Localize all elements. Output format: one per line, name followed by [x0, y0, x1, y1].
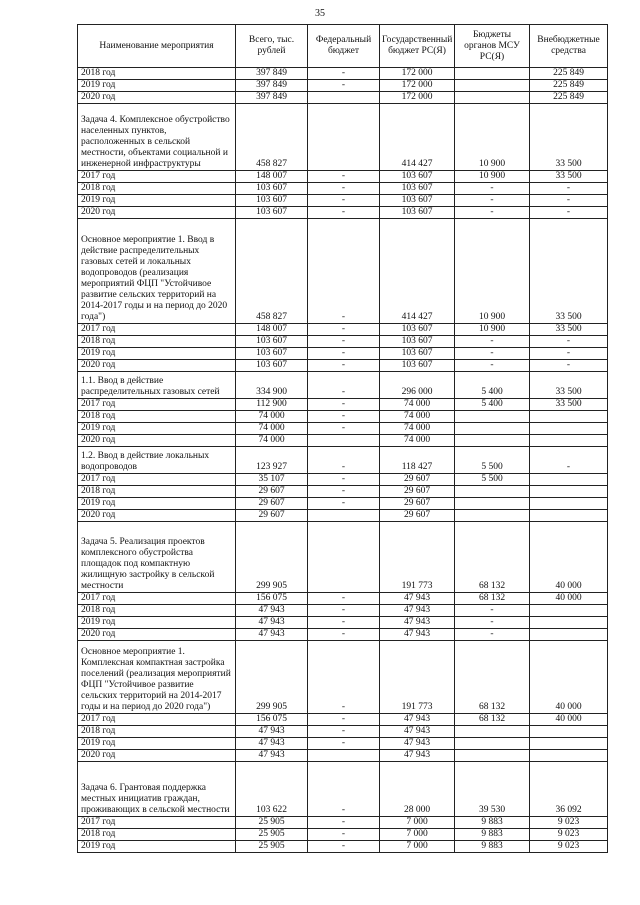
row-federal: -: [308, 841, 380, 853]
table-row: [78, 641, 608, 714]
row-state: 47 943: [380, 629, 455, 641]
row-federal: -: [308, 641, 380, 714]
row-extra: 40 000: [530, 593, 608, 605]
table-row: [78, 617, 608, 629]
row-total: 103 607: [236, 207, 308, 219]
row-total: 156 075: [236, 593, 308, 605]
row-federal: -: [308, 829, 380, 841]
row-state: 7 000: [380, 817, 455, 829]
row-state: 103 607: [380, 360, 455, 372]
row-total: 156 075: [236, 714, 308, 726]
row-extra: 40 000: [530, 714, 608, 726]
table-row: [78, 435, 608, 447]
row-total: 29 607: [236, 510, 308, 522]
table-row: [78, 498, 608, 510]
row-msu: [455, 411, 530, 423]
row-state: 74 000: [380, 423, 455, 435]
header-state: Государственный бюджет РС(Я): [380, 25, 455, 68]
row-federal: -: [308, 360, 380, 372]
row-state: 74 000: [380, 411, 455, 423]
row-total: 103 607: [236, 348, 308, 360]
table-row: [78, 486, 608, 498]
row-state: 29 607: [380, 486, 455, 498]
table-row: [78, 447, 608, 474]
row-extra: 9 023: [530, 841, 608, 853]
row-name: 2020 год: [78, 510, 236, 522]
row-msu: -: [455, 336, 530, 348]
row-msu: -: [455, 629, 530, 641]
row-extra: 225 849: [530, 92, 608, 104]
row-total: 334 900: [236, 372, 308, 399]
row-msu: [455, 423, 530, 435]
row-state: 47 943: [380, 738, 455, 750]
row-name: 2017 год: [78, 399, 236, 411]
row-name: 2020 год: [78, 92, 236, 104]
row-name: 2017 год: [78, 474, 236, 486]
row-name: 2017 год: [78, 171, 236, 183]
row-state: 172 000: [380, 68, 455, 80]
row-federal: -: [308, 336, 380, 348]
row-name: 2018 год: [78, 726, 236, 738]
row-state: 7 000: [380, 841, 455, 853]
table-row: [78, 817, 608, 829]
row-msu: -: [455, 207, 530, 219]
row-state: 29 607: [380, 498, 455, 510]
row-extra: [530, 629, 608, 641]
row-state: 47 943: [380, 593, 455, 605]
row-msu: 9 883: [455, 841, 530, 853]
table-row: [78, 348, 608, 360]
row-total: 397 849: [236, 92, 308, 104]
row-total: 103 607: [236, 195, 308, 207]
row-msu: 5 400: [455, 372, 530, 399]
row-msu: -: [455, 195, 530, 207]
row-extra: [530, 486, 608, 498]
row-total: 74 000: [236, 435, 308, 447]
table-row: [78, 92, 608, 104]
row-name: 2019 год: [78, 80, 236, 92]
row-total: 47 943: [236, 726, 308, 738]
row-name: 2019 год: [78, 841, 236, 853]
page-number: 35: [315, 8, 325, 19]
table-row: [78, 336, 608, 348]
row-state: 103 607: [380, 324, 455, 336]
row-msu: -: [455, 183, 530, 195]
row-total: 35 107: [236, 474, 308, 486]
row-federal: -: [308, 605, 380, 617]
row-msu: 68 132: [455, 714, 530, 726]
row-federal: -: [308, 195, 380, 207]
row-state: 414 427: [380, 104, 455, 171]
row-total: 103 607: [236, 336, 308, 348]
row-federal: -: [308, 423, 380, 435]
row-name: 2020 год: [78, 360, 236, 372]
row-name: Задача 5. Реализация проектов комплексного обустройства площадок под компактную жилищную застройку в сельской местности: [78, 522, 236, 593]
row-state: 414 427: [380, 219, 455, 324]
row-total: 74 000: [236, 423, 308, 435]
row-name: 2018 год: [78, 336, 236, 348]
row-total: 47 943: [236, 617, 308, 629]
row-msu: [455, 435, 530, 447]
row-state: 103 607: [380, 336, 455, 348]
row-name: 2018 год: [78, 486, 236, 498]
row-name: 2018 год: [78, 605, 236, 617]
table-row: [78, 423, 608, 435]
row-total: 397 849: [236, 68, 308, 80]
row-federal: -: [308, 219, 380, 324]
row-extra: 33 500: [530, 372, 608, 399]
row-federal: -: [308, 399, 380, 411]
row-total: 458 827: [236, 104, 308, 171]
table-row: [78, 726, 608, 738]
row-msu: [455, 498, 530, 510]
row-msu: 10 900: [455, 219, 530, 324]
row-name: Задача 6. Грантовая поддержка местных инициатив граждан, проживающих в сельской местности: [78, 762, 236, 817]
row-name: 2017 год: [78, 324, 236, 336]
row-name: 2019 год: [78, 738, 236, 750]
table-row: [78, 411, 608, 423]
header-extra: Внебюджетные средства: [530, 25, 608, 68]
row-federal: -: [308, 629, 380, 641]
row-extra: -: [530, 207, 608, 219]
row-extra: [530, 750, 608, 762]
table-row: [78, 829, 608, 841]
row-msu: -: [455, 348, 530, 360]
row-name: 2019 год: [78, 195, 236, 207]
row-federal: -: [308, 738, 380, 750]
row-name: 1.2. Ввод в действие локальных водопроводов: [78, 447, 236, 474]
row-extra: 33 500: [530, 399, 608, 411]
row-federal: -: [308, 474, 380, 486]
row-total: 29 607: [236, 498, 308, 510]
row-total: 47 943: [236, 605, 308, 617]
row-name: 1.1. Ввод в действие распределительных газовых сетей: [78, 372, 236, 399]
row-extra: [530, 411, 608, 423]
row-msu: 10 900: [455, 324, 530, 336]
row-state: 103 607: [380, 348, 455, 360]
row-federal: -: [308, 762, 380, 817]
row-total: 103 607: [236, 183, 308, 195]
row-total: 47 943: [236, 750, 308, 762]
row-total: 25 905: [236, 841, 308, 853]
row-msu: 9 883: [455, 817, 530, 829]
row-msu: 68 132: [455, 522, 530, 593]
row-state: 172 000: [380, 80, 455, 92]
header-msu: Бюджеты органов МСУ РС(Я): [455, 25, 530, 68]
row-state: 103 607: [380, 207, 455, 219]
row-name: 2017 год: [78, 817, 236, 829]
row-federal: -: [308, 726, 380, 738]
table-row: [78, 80, 608, 92]
row-total: 112 900: [236, 399, 308, 411]
row-state: 74 000: [380, 399, 455, 411]
row-extra: -: [530, 447, 608, 474]
row-name: 2018 год: [78, 829, 236, 841]
row-extra: [530, 435, 608, 447]
table-row: [78, 183, 608, 195]
table-row: [78, 750, 608, 762]
row-federal: -: [308, 817, 380, 829]
row-total: 103 607: [236, 360, 308, 372]
budget-table: [77, 24, 608, 853]
table-row: [78, 738, 608, 750]
row-extra: -: [530, 195, 608, 207]
row-msu: [455, 68, 530, 80]
row-msu: [455, 726, 530, 738]
row-state: 47 943: [380, 617, 455, 629]
row-state: 74 000: [380, 435, 455, 447]
row-state: 7 000: [380, 829, 455, 841]
row-total: 123 927: [236, 447, 308, 474]
row-total: 299 905: [236, 522, 308, 593]
row-federal: -: [308, 498, 380, 510]
row-msu: 68 132: [455, 593, 530, 605]
row-federal: [308, 92, 380, 104]
row-name: 2020 год: [78, 207, 236, 219]
row-state: 118 427: [380, 447, 455, 474]
row-name: 2018 год: [78, 183, 236, 195]
table-row: [78, 324, 608, 336]
row-msu: -: [455, 360, 530, 372]
row-state: 191 773: [380, 641, 455, 714]
row-extra: [530, 605, 608, 617]
row-total: 148 007: [236, 171, 308, 183]
row-federal: [308, 750, 380, 762]
row-msu: [455, 750, 530, 762]
table-row: [78, 399, 608, 411]
row-total: 103 622: [236, 762, 308, 817]
row-federal: [308, 104, 380, 171]
row-extra: [530, 474, 608, 486]
row-extra: -: [530, 336, 608, 348]
row-total: 29 607: [236, 486, 308, 498]
row-extra: 33 500: [530, 219, 608, 324]
table-row: [78, 629, 608, 641]
table-row: [78, 372, 608, 399]
table-row: [78, 360, 608, 372]
row-state: 47 943: [380, 726, 455, 738]
row-msu: 5 500: [455, 447, 530, 474]
row-federal: -: [308, 617, 380, 629]
row-federal: -: [308, 714, 380, 726]
row-name: 2020 год: [78, 435, 236, 447]
row-federal: -: [308, 593, 380, 605]
row-extra: 40 000: [530, 522, 608, 593]
row-msu: [455, 738, 530, 750]
row-federal: -: [308, 411, 380, 423]
row-state: 103 607: [380, 183, 455, 195]
header-name: Наименование мероприятия: [78, 25, 236, 68]
row-state: 47 943: [380, 605, 455, 617]
table-row: [78, 522, 608, 593]
table-row: [78, 195, 608, 207]
row-total: 299 905: [236, 641, 308, 714]
row-federal: -: [308, 447, 380, 474]
row-federal: [308, 435, 380, 447]
row-state: 191 773: [380, 522, 455, 593]
row-name: 2018 год: [78, 411, 236, 423]
row-federal: [308, 522, 380, 593]
row-state: 28 000: [380, 762, 455, 817]
row-federal: -: [308, 372, 380, 399]
row-state: 29 607: [380, 510, 455, 522]
row-name: 2020 год: [78, 750, 236, 762]
row-total: 47 943: [236, 738, 308, 750]
row-federal: [308, 510, 380, 522]
row-extra: [530, 510, 608, 522]
table-row: [78, 762, 608, 817]
row-extra: 33 500: [530, 104, 608, 171]
row-extra: [530, 423, 608, 435]
row-name: 2019 год: [78, 348, 236, 360]
row-msu: 68 132: [455, 641, 530, 714]
row-extra: -: [530, 360, 608, 372]
row-extra: 9 023: [530, 829, 608, 841]
table-row: [78, 171, 608, 183]
row-name: 2017 год: [78, 714, 236, 726]
table-row: [78, 68, 608, 80]
row-msu: [455, 510, 530, 522]
row-name: Задача 4. Комплексное обустройство населенных пунктов, расположенных в сельской местности, объектами социальной и инженерной инфраструктуры: [78, 104, 236, 171]
table-row: [78, 605, 608, 617]
table-row: [78, 474, 608, 486]
table-row: [78, 219, 608, 324]
row-msu: 39 530: [455, 762, 530, 817]
row-msu: 5 400: [455, 399, 530, 411]
row-extra: [530, 726, 608, 738]
row-federal: -: [308, 486, 380, 498]
table-row: [78, 714, 608, 726]
row-total: 47 943: [236, 629, 308, 641]
row-extra: 225 849: [530, 68, 608, 80]
row-total: 25 905: [236, 829, 308, 841]
row-total: 74 000: [236, 411, 308, 423]
row-msu: 10 900: [455, 104, 530, 171]
row-name: Основное мероприятие 1. Ввод в действие распределительных газовых сетей и локальных водопроводов (реализация мероприятий ФЦП "Устойчивое развитие сельских территорий на 2014-2017 годы и на период до 2020 года"): [78, 219, 236, 324]
row-msu: [455, 80, 530, 92]
row-state: 47 943: [380, 750, 455, 762]
row-msu: -: [455, 605, 530, 617]
row-extra: -: [530, 348, 608, 360]
row-extra: [530, 617, 608, 629]
row-state: 103 607: [380, 195, 455, 207]
table-row: [78, 593, 608, 605]
row-msu: 5 500: [455, 474, 530, 486]
row-federal: -: [308, 207, 380, 219]
row-federal: -: [308, 80, 380, 92]
row-extra: 33 500: [530, 324, 608, 336]
row-state: 103 607: [380, 171, 455, 183]
row-msu: 9 883: [455, 829, 530, 841]
row-state: 172 000: [380, 92, 455, 104]
row-extra: 33 500: [530, 171, 608, 183]
table-header-row: [78, 25, 608, 68]
row-federal: -: [308, 183, 380, 195]
row-msu: 10 900: [455, 171, 530, 183]
row-extra: 9 023: [530, 817, 608, 829]
row-extra: 40 000: [530, 641, 608, 714]
table-row: [78, 104, 608, 171]
table-row: [78, 207, 608, 219]
row-msu: -: [455, 617, 530, 629]
row-federal: -: [308, 171, 380, 183]
row-name: 2019 год: [78, 423, 236, 435]
row-name: 2019 год: [78, 498, 236, 510]
row-extra: -: [530, 183, 608, 195]
table-row: [78, 841, 608, 853]
row-msu: [455, 92, 530, 104]
row-extra: [530, 498, 608, 510]
row-name: 2019 год: [78, 617, 236, 629]
row-state: 29 607: [380, 474, 455, 486]
row-msu: [455, 486, 530, 498]
row-name: 2017 год: [78, 593, 236, 605]
row-extra: 36 092: [530, 762, 608, 817]
row-name: Основное мероприятие 1. Комплексная компактная застройка поселений (реализация мероприятий ФЦП "Устойчивое развитие сельских территорий на 2014-2017 годы и на период до 2020 года"): [78, 641, 236, 714]
row-federal: -: [308, 324, 380, 336]
row-federal: -: [308, 68, 380, 80]
row-extra: 225 849: [530, 80, 608, 92]
row-extra: [530, 738, 608, 750]
row-federal: -: [308, 348, 380, 360]
row-name: 2020 год: [78, 629, 236, 641]
header-total: Всего, тыс. рублей: [236, 25, 308, 68]
row-total: 397 849: [236, 80, 308, 92]
row-total: 25 905: [236, 817, 308, 829]
header-federal: Федеральный бюджет: [308, 25, 380, 68]
table-row: [78, 510, 608, 522]
table-body: [78, 68, 608, 853]
row-state: 296 000: [380, 372, 455, 399]
row-state: 47 943: [380, 714, 455, 726]
row-name: 2018 год: [78, 68, 236, 80]
row-total: 458 827: [236, 219, 308, 324]
row-total: 148 007: [236, 324, 308, 336]
